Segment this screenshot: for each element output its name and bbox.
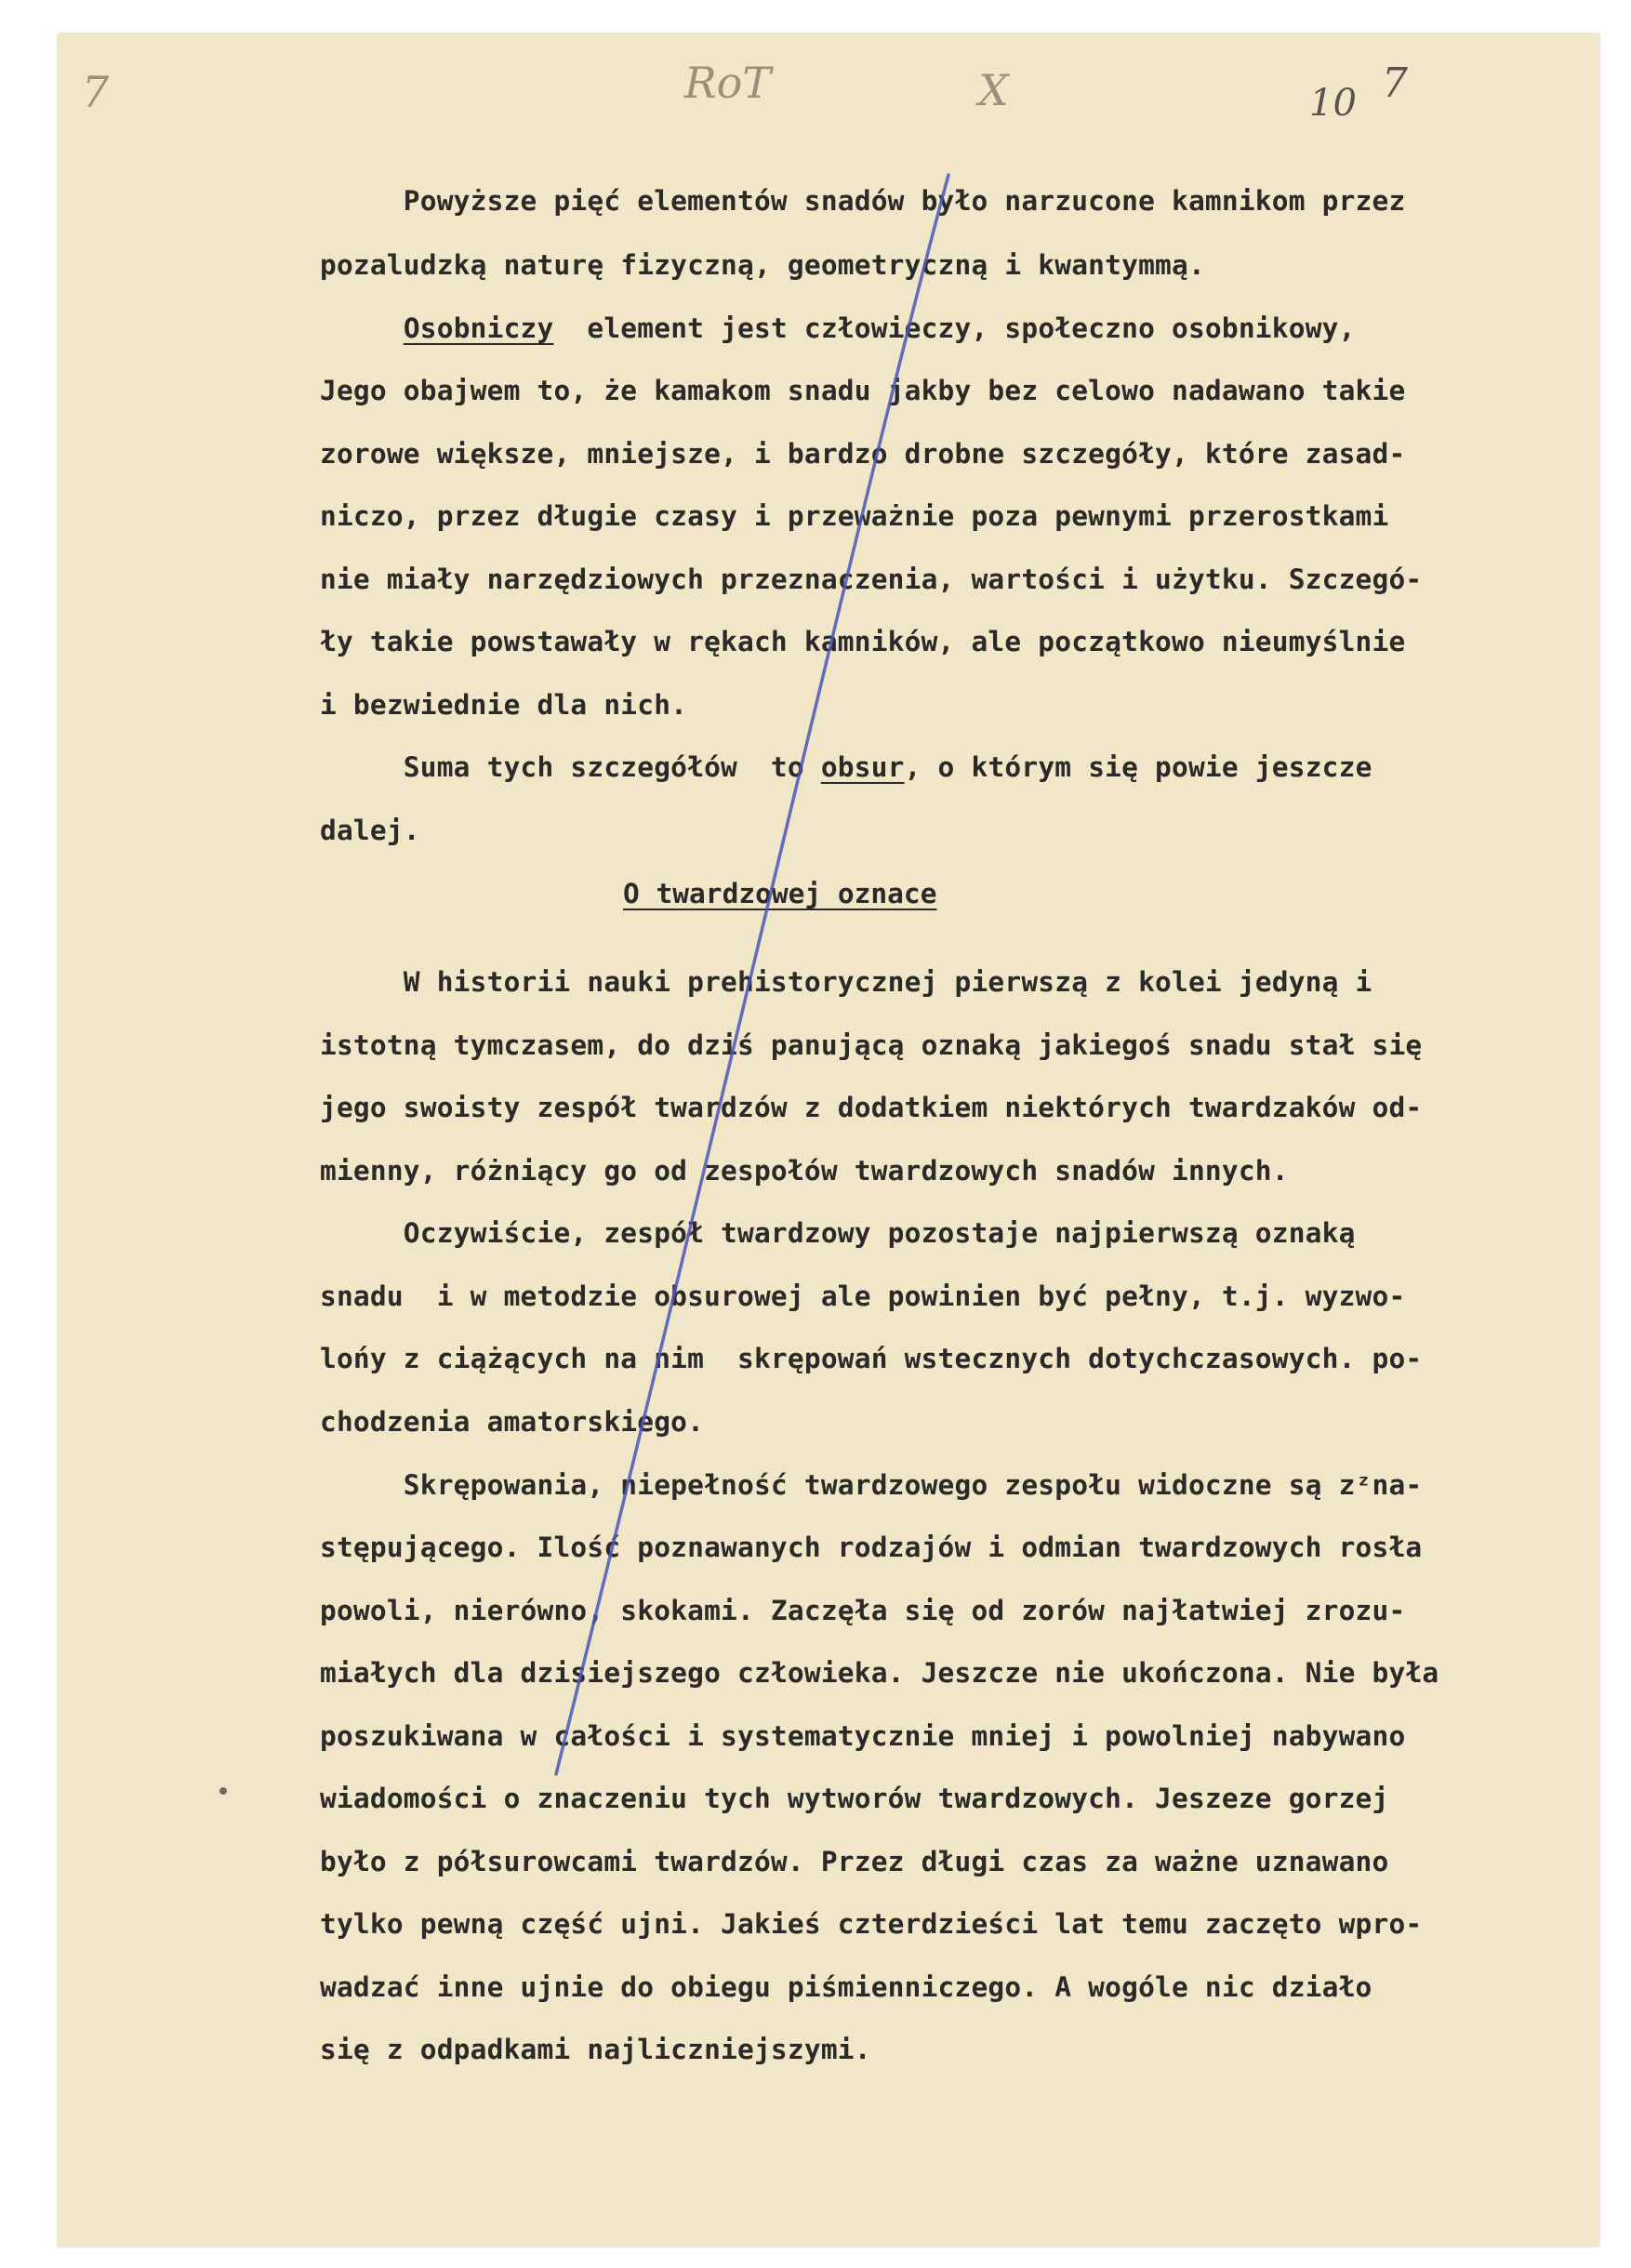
line-1: Powyższe pięć elementów snadów było narzucone kamnikom przez (320, 185, 1406, 217)
osobniczy-term: Osobniczy (403, 312, 554, 344)
line-24: poszukiwana w całości i systematycznie mniej i powolniej nabywano (320, 1720, 1406, 1752)
page-number-extra: 7 (1382, 60, 1408, 107)
line-6: niczo, przez długie czasy i przeważnie poza pewnymi przerostkami (320, 500, 1389, 532)
line-13: istotną tymczasem, do dziś panującą oznaką jakiegoś snadu stał się (320, 1029, 1423, 1061)
line-22: powoli, nierówno, skokami. Zaczęła się od zorów najłatwiej zrozu- (320, 1595, 1406, 1626)
line-18: lońy z ciążących na nim skrępowań wstecznych dotychczasowych. po- (320, 1343, 1423, 1374)
line-28: wadzać inne ujnie do obiegu piśmienniczego. A wogóle nic działo (320, 1971, 1372, 2003)
line-4: Jego obajwem to, że kamakom snadu jakby bez celowo nadawano takie (320, 375, 1406, 406)
line-5: zorowe większe, mniejsze, i bardzo drobne szczegóły, które zasad- (320, 438, 1406, 470)
line-3-post: element jest człowieczy, społeczno osobnikowy, (553, 312, 1356, 344)
line-20: Skrępowania, niepełność twardzowego zespołu widoczne są zᶻna- (320, 1469, 1423, 1501)
line-19: chodzenia amatorskiego. (320, 1406, 705, 1438)
obsur-term: obsur (820, 751, 905, 783)
line-8: ły takie powstawały w rękach kamników, ale początkowo nieumyślnie (320, 626, 1406, 657)
line-14: jego swoisty zespół twardzów z dodatkiem niektórych twardzaków od- (320, 1092, 1423, 1123)
left-margin-mark: 7 (82, 67, 110, 117)
line-26: było z półsurowcami twardzów. Przez długi czas za ważne uznawano (320, 1846, 1389, 1877)
line-2: pozaludzką naturę fizyczną, geometryczną i kwantymmą. (320, 249, 1205, 281)
line-23: miałych dla dzisiejszego człowieka. Jeszcze nie ukończona. Nie była (320, 1657, 1439, 1689)
line-11: dalej. (320, 815, 420, 846)
section-heading: O twardzowej oznace (623, 878, 937, 909)
page-number: 10 (1309, 82, 1357, 125)
line-27: tylko pewną część ujni. Jakieś czterdzieści lat temu zaczęto wpro- (320, 1908, 1423, 1940)
line-9: i bezwiednie dla nich. (320, 689, 688, 721)
line-29: się z odpadkami najliczniejszymi. (320, 2034, 871, 2065)
line-16: Oczywiście, zespół twardzowy pozostaje najpierwszą oznaką (320, 1217, 1356, 1249)
margin-speck (219, 1787, 227, 1795)
line-21: stępującego. Ilość poznawanych rodzajów i odmian twardzowych rosła (320, 1532, 1423, 1563)
line-25: wiadomości o znaczeniu tych wytworów twardzowych. Jeszeze gorzej (320, 1783, 1389, 1814)
top-initials: RoT (684, 58, 772, 108)
line-12: W historii nauki prehistorycznej pierwszą z kolei jedyną i (320, 966, 1372, 998)
line-7: nie miały narzędziowych przeznaczenia, wartości i użytku. Szczegó- (320, 564, 1423, 595)
line-17: snadu i w metodzie obsurowej ale powinien być pełny, t.j. wyzwo- (320, 1280, 1406, 1312)
roman-numeral: X (978, 65, 1009, 115)
line-10-post: , o którym się powie jeszcze (904, 751, 1372, 783)
line-15: mienny, różniący go od zespołów twardzowych snadów innych. (320, 1155, 1289, 1187)
line-10-pre: Suma tych szczegółów to (320, 751, 821, 783)
